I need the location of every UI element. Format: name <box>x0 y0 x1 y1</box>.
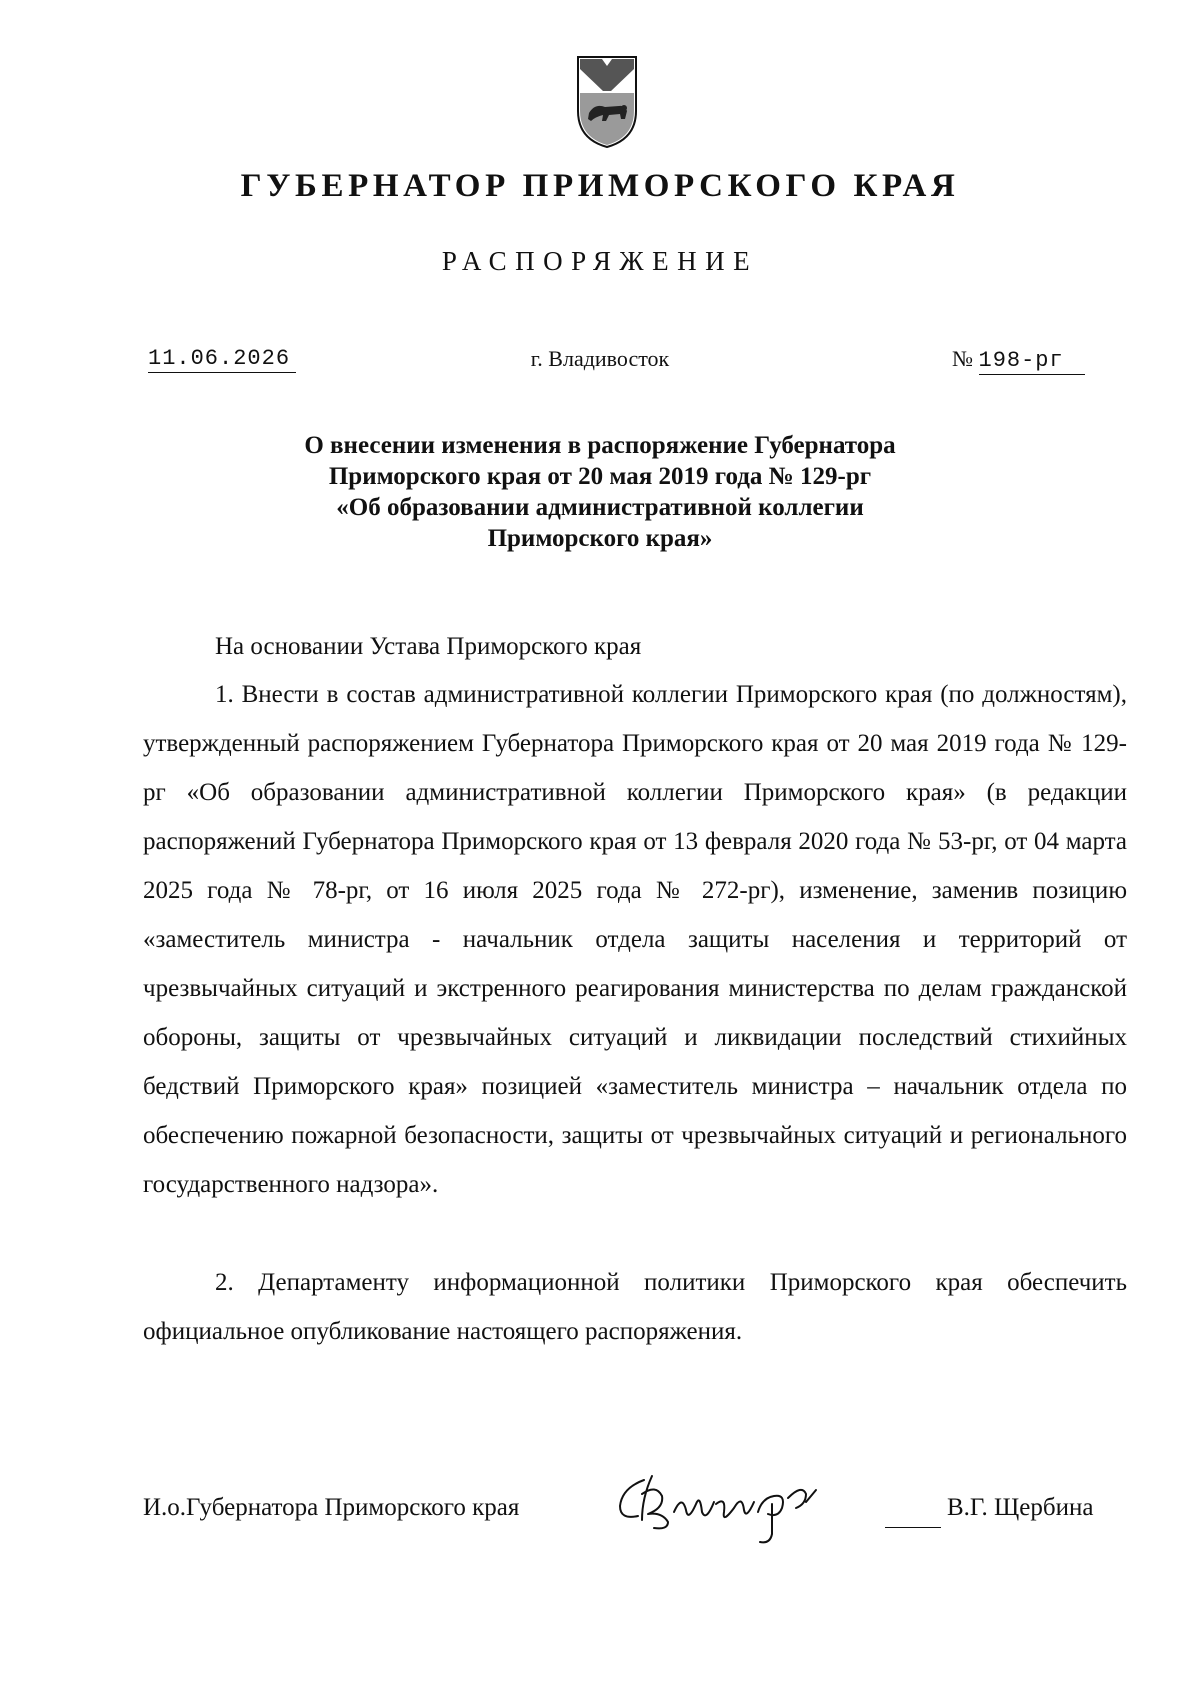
paragraph-item-1: 1. Внести в состав административной коллегии Приморского края (по должностям), утвержденный распоряжением Губернатора Приморского края от 20 мая 2019 года № 129-рг «Об образовании административной коллегии Приморского края» (в редакции распоряжений Губернатора Приморского края от 13 февраля 2020 года № 53-рг, от 04 марта 2025 года № 78-рг, от 16 июля 2025 года № 272-рг), изменение, заменив позицию «заместитель министра - начальник отдела защиты населения и территорий от чрезвычайных ситуаций и экстренного реагирования министерства по делам гражданской обороны, защиты от чрезвычайных ситуаций и ликвидации последствий стихийных бедствий Приморского края» позицией «заместитель министра – начальник отдела по обеспечению пожарной безопасности, защиты от чрезвычайных ситуаций и регионального государственного надзора». <box>143 681 1127 1198</box>
subject-line: Приморского края» <box>487 525 713 552</box>
basis-paragraph: На основании Устава Приморского края <box>215 633 642 660</box>
document-number <box>952 346 1092 375</box>
document-city: г. Владивосток <box>530 346 670 371</box>
organization-title: ГУБЕРНАТОР ПРИМОРСКОГО КРАЯ <box>240 168 960 204</box>
signature-line <box>885 1527 941 1528</box>
number-value: 198-рг <box>979 348 1085 375</box>
signatory-position: И.о.Губернатора Приморского края <box>143 1494 520 1521</box>
signatory-name: В.Г. Щербина <box>947 1494 1094 1521</box>
coat-of-arms-emblem <box>575 53 639 149</box>
subject-line: О внесении изменения в распоряжение Губернатора <box>304 432 896 459</box>
document-subject <box>0 430 1200 554</box>
document-date: 11.06.2026 <box>148 346 296 373</box>
paragraph-item-2: 2. Департаменту информационной политики Приморского края обеспечить официальное опубликование настоящего распоряжения. <box>143 1269 1127 1345</box>
subject-line: Приморского края от 20 мая 2019 года № 129-рг <box>328 463 872 490</box>
document-type: РАСПОРЯЖЕНИЕ <box>441 246 759 276</box>
handwritten-signature <box>612 1468 850 1546</box>
number-sign: № <box>952 346 973 371</box>
subject-line: «Об образовании административной коллегии <box>336 494 864 521</box>
